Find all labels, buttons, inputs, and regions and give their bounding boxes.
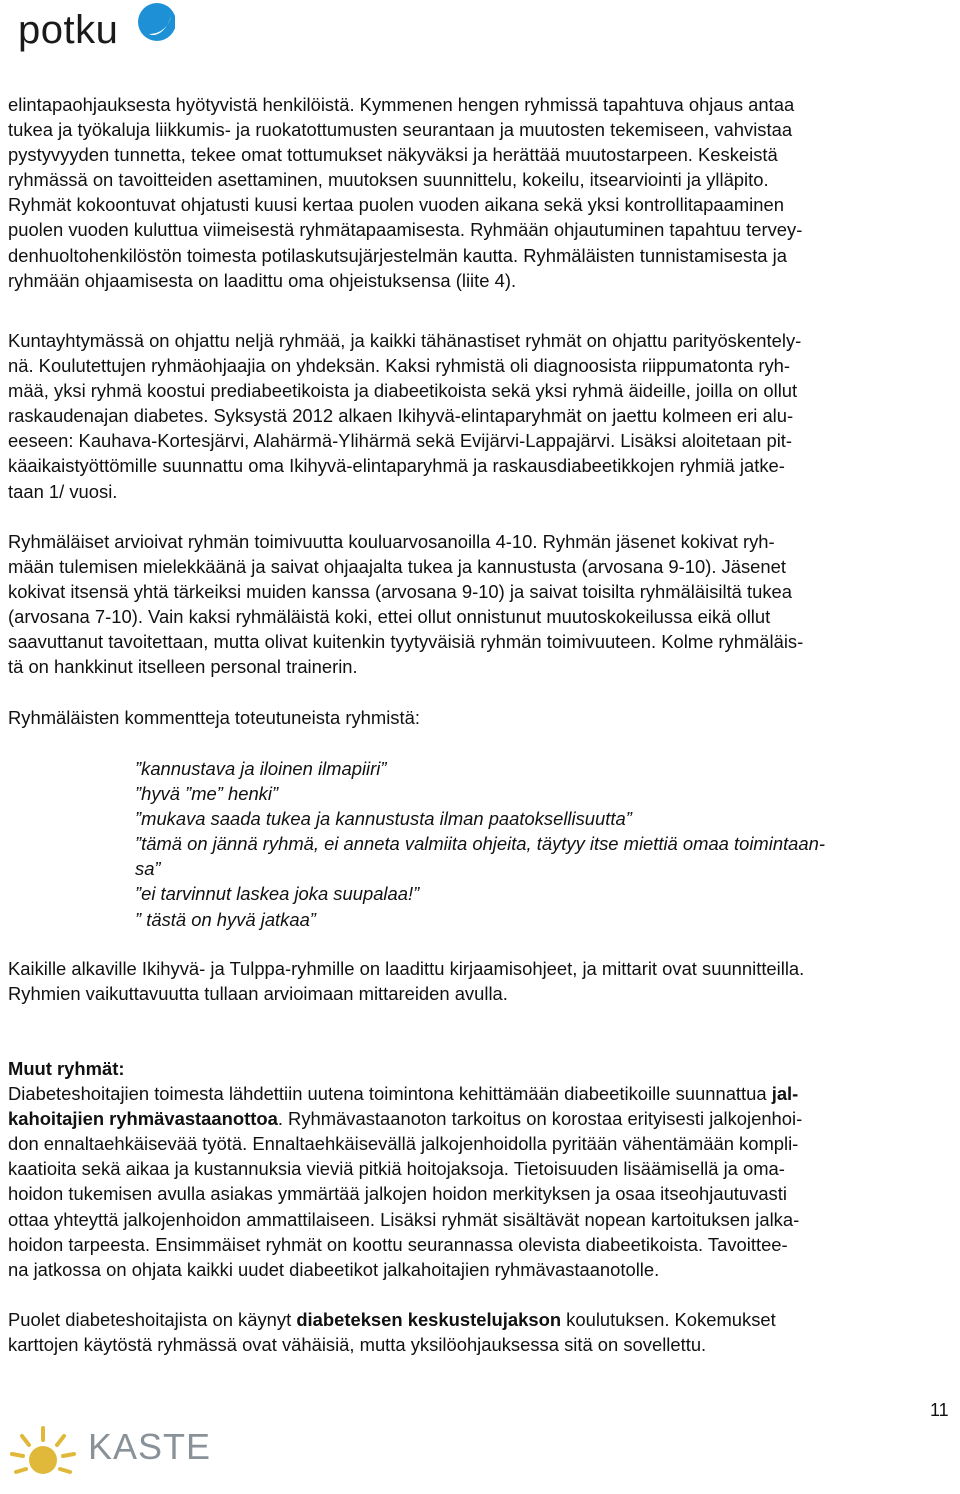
section-muut-ryhmat bbox=[8, 1056, 954, 1282]
comment-item: ” tästä on hyvä jatkaa” bbox=[135, 908, 316, 930]
text-line: ryhmään ohjaamisesta on laadittu oma ohjeistuksensa (liite 4). bbox=[8, 269, 517, 291]
text-line: saavuttanut tavoitettaan, mutta olivat kuitenkin tyytyväisiä ryhmän toimivuuteen. Kolme ryhmäläis- bbox=[8, 631, 804, 653]
text-line: käaikaistyöttömille suunnattu oma Ikihyvä-elintaparyhmä ja raskausdiabeetikkojen ryhmiä jatke- bbox=[8, 455, 785, 477]
text-line: kaatioita sekä aikaa ja kustannuksia vieviä pitkiä hoitojaksoja. Tietoisuuden lisäämisellä ja oma- bbox=[8, 1158, 785, 1180]
text-line: eeseen: Kauhava-Kortesjärvi, Alahärmä-Ylihärmä sekä Evijärvi-Lappajärvi. Lisäksi aloitetaan pit- bbox=[8, 430, 793, 452]
paragraph-arviointi bbox=[8, 529, 954, 680]
text-line: ryhmässä on tavoitteiden asettaminen, muutoksen suunnittelu, kokeilu, itsearviointi ja ylläpito. bbox=[8, 169, 769, 191]
bold-span: kahoitajien ryhmävastaanottoa bbox=[8, 1108, 278, 1130]
paragraph-keskustelujakso bbox=[8, 1307, 954, 1357]
paragraph-kirjaamisohjeet bbox=[8, 956, 954, 1006]
comment-item: ”ei tarvinnut laskea joka suupalaa!” bbox=[135, 883, 420, 905]
text-line: elintapaohjauksesta hyötyvistä henkilöistä. Kymmenen hengen ryhmissä tapahtuva ohjaus antaa bbox=[8, 94, 795, 115]
text-line: karttojen käytöstä ryhmässä ovat vähäisiä, mutta yksilöohjauksessa sitä on sovellettu. bbox=[8, 1334, 707, 1356]
bold-span: diabeteksen keskustelujakson bbox=[296, 1309, 562, 1330]
text-line: tukea ja työkaluja liikkumis- ja ruokatottumusten seurantaan ja muutosten tekemiseen, vahvistaa bbox=[8, 119, 793, 141]
text-span: Diabeteshoitajien toimesta lähdettiin uutena toimintona kehittämään diabeetikoille suunnattua bbox=[8, 1083, 772, 1105]
text-line: Kaikille alkaville Ikihyvä- ja Tulppa-ryhmille on laadittu kirjaamisohjeet, ja mittarit ovat suunnitteilla. bbox=[8, 958, 805, 979]
paragraph-ryhmaohjaus bbox=[8, 92, 954, 293]
comment-item: ”hyvä ”me” henki” bbox=[135, 783, 279, 805]
potku-logo bbox=[18, 2, 178, 62]
text-line: Kuntayhtymässä on ohjattu neljä ryhmää, ja kaikki tähänastiset ryhmät on ohjattu parityöskentely- bbox=[8, 330, 802, 351]
text-line: mää, yksi ryhmä koostui prediabeetikoista ja diabeetikoista sekä yksi ryhmä äideille, joilla on ollut bbox=[8, 380, 798, 402]
kaste-sun-icon bbox=[8, 1422, 78, 1478]
text-line: Ryhmien vaikuttavuutta tullaan arvioimaan mittareiden avulla. bbox=[8, 983, 508, 1005]
potku-logo-text: potku bbox=[18, 8, 119, 52]
paragraph-kuntayhtyma bbox=[8, 328, 954, 504]
text-line: Ryhmäläisten kommentteja toteutuneista ryhmistä: bbox=[8, 707, 420, 728]
text-line: tä on hankkinut itselleen personal trainerin. bbox=[8, 656, 358, 678]
text-line: ottaa yhteyttä jalkojenhoidon ammattilaiseen. Lisäksi ryhmät sisältävät nopean kartoituksen jalka- bbox=[8, 1208, 800, 1230]
text-line: taan 1/ vuosi. bbox=[8, 480, 118, 502]
text-line bbox=[8, 1081, 954, 1106]
kaste-logo bbox=[8, 1420, 218, 1480]
comments-intro bbox=[8, 705, 954, 730]
text-line: (arvosana 7-10). Vain kaksi ryhmäläistä koki, ettei ollut onnistunut muutoskokeilussa eikä ollut bbox=[8, 606, 771, 628]
comment-item: sa” bbox=[135, 858, 161, 880]
text-line: Ryhmät kokoontuvat ohjatusti kuusi kertaa puolen vuoden aikana sekä yksi kontrollitapaaminen bbox=[8, 194, 784, 216]
bold-span: jal- bbox=[771, 1083, 799, 1105]
text-line: pystyvyyden tunnetta, tekee omat tottumukset näkyväksi ja herättää muutostarpeen. Keskeistä bbox=[8, 144, 778, 166]
text-line: hoidon tukemisen avulla asiakas ymmärtää jalkojen hoidon merkityksen ja osaa itseohjautuvasti bbox=[8, 1183, 787, 1205]
text-line: mään tulemisen mielekkäänä ja saivat ohjaajalta tukea ja kannustusta (arvosana 9-10). Jäsenet bbox=[8, 556, 786, 578]
page-number: 11 bbox=[930, 1400, 949, 1420]
text-line: don ennaltaehkäisevää työtä. Ennaltaehkäisevällä jalkojenhoidolla pyritään vähentämään kompli- bbox=[8, 1133, 799, 1155]
text-line bbox=[8, 1307, 954, 1332]
text-line: Ryhmäläiset arvioivat ryhmän toimivuutta kouluarvosanoilla 4-10. Ryhmän jäsenet kokivat ryh- bbox=[8, 531, 775, 552]
comment-item: ”tämä on jännä ryhmä, ei anneta valmiita ohjeita, täytyy itse miettiä omaa toimintaan- bbox=[135, 833, 825, 855]
potku-logo-mark bbox=[127, 2, 175, 50]
text-line: kokivat itsensä yhtä tärkeiksi muiden kanssa (arvosana 9-10) ja saivat toisilta ryhmäläisiltä tukea bbox=[8, 581, 792, 603]
text-line: nä. Koulutettujen ryhmäohjaajia on yhdeksän. Kaksi ryhmistä oli diagnoosista riippumatonta ryh- bbox=[8, 355, 791, 377]
comment-item: ”kannustava ja iloinen ilmapiiri” bbox=[135, 758, 387, 779]
text-span: . Ryhmävastaanoton tarkoitus on korostaa erityisesti jalkojenhoi- bbox=[277, 1108, 803, 1130]
text-line: hoidon tarpeesta. Ensimmäiset ryhmät on koottu seurannassa olevista diabeetikoista. Tavoittee- bbox=[8, 1233, 788, 1255]
comments-list bbox=[135, 756, 955, 932]
text-line bbox=[8, 1106, 954, 1131]
text-line: denhuoltohenkilöstön toimesta potilaskutsujärjestelmän kautta. Ryhmäläisten tunnistamisesta ja bbox=[8, 244, 787, 266]
text-span: Puolet diabeteshoitajista on käynyt bbox=[8, 1309, 297, 1330]
text-span: koulutuksen. Kokemukset bbox=[561, 1309, 776, 1330]
text-line: raskaudenajan diabetes. Syksystä 2012 alkaen Ikihyvä-elintaparyhmät on jaettu kolmeen eri alu- bbox=[8, 405, 794, 427]
comment-item: ”mukava saada tukea ja kannustusta ilman paatoksellisuutta” bbox=[135, 808, 632, 830]
text-line: na jatkossa on ohjata kaikki uudet diabeetikot jalkahoitajien ryhmävastaanotolle. bbox=[8, 1258, 660, 1280]
kaste-logo-text: KASTE bbox=[88, 1426, 212, 1467]
section-heading: Muut ryhmät: bbox=[8, 1058, 125, 1079]
text-line: puolen vuoden kuluttua viimeisestä ryhmätapaamisesta. Ryhmään ohjautuminen tapahtuu tervey- bbox=[8, 219, 803, 241]
